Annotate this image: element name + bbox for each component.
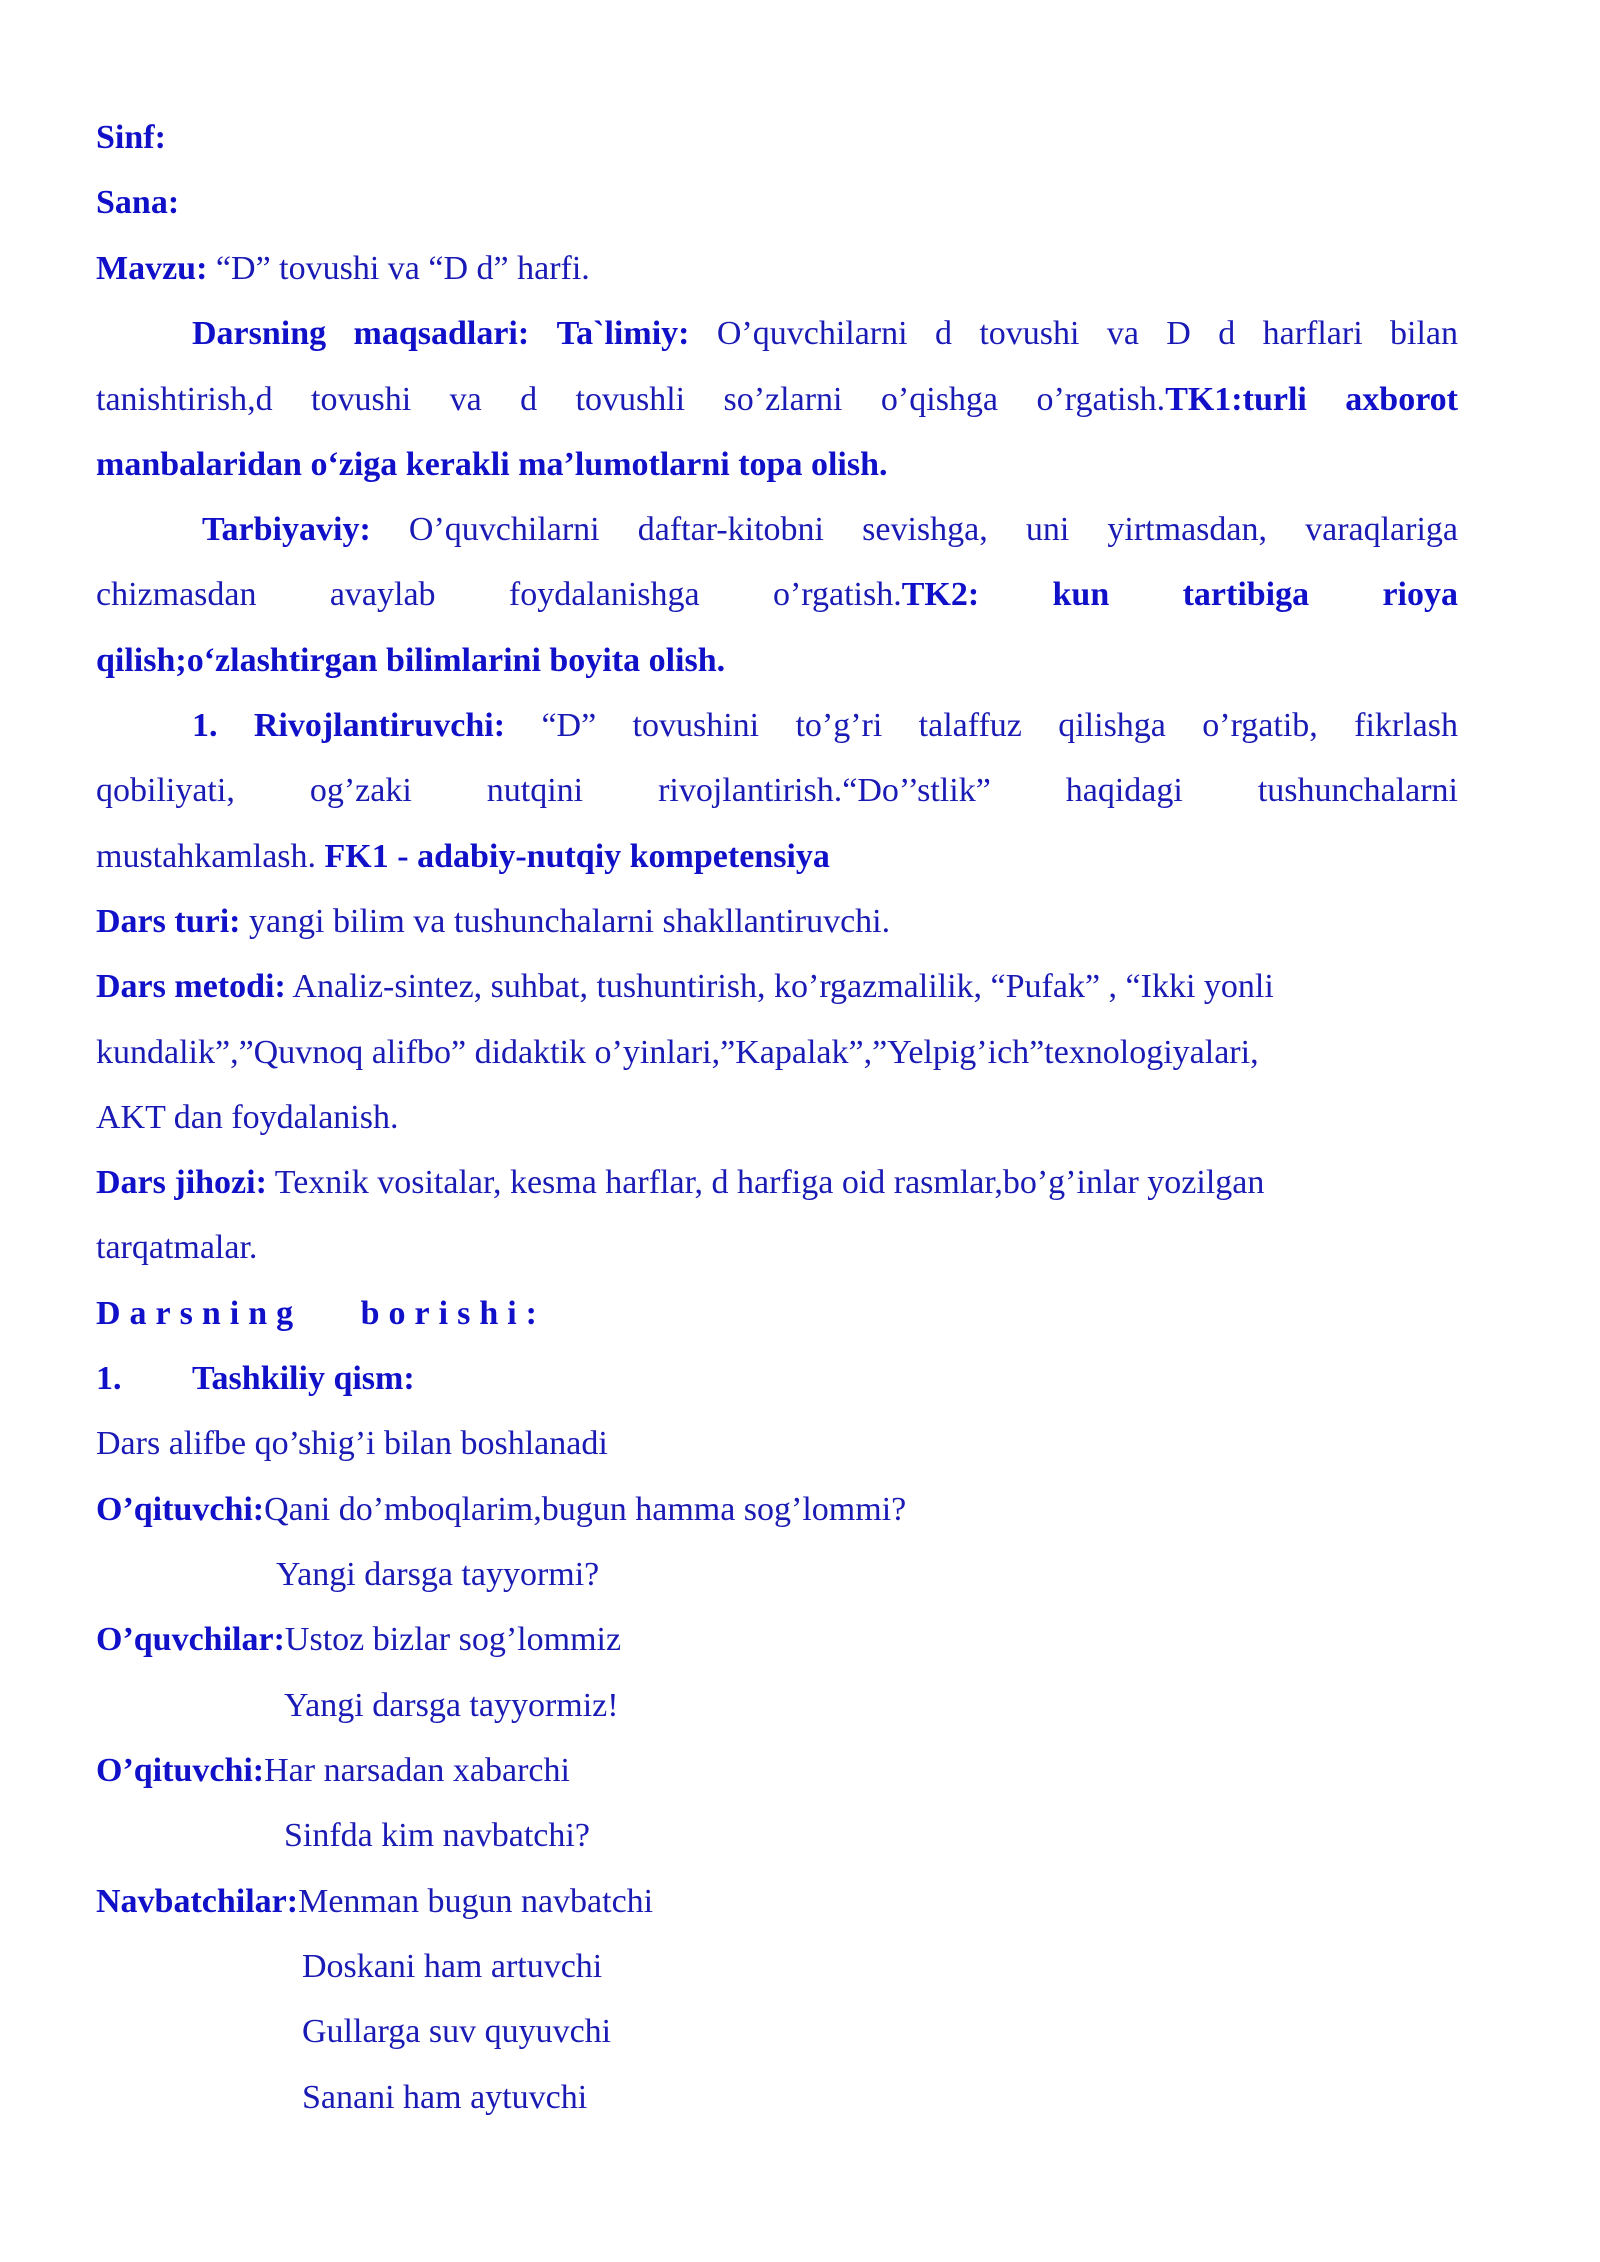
dars-metodi-line-3: [96, 1098, 1458, 1138]
dialogue-line: [96, 1490, 1458, 1530]
goals-line-1: [192, 314, 1458, 354]
speaker-label: Navbatchilar:: [96, 1883, 299, 1920]
sinf-line: [96, 118, 1458, 158]
rivoj-line-3: [96, 837, 1458, 877]
dars-metodi-line-2: [96, 1033, 1458, 1073]
tarbiyaviy-line-1: [202, 510, 1458, 550]
mavzu-text: “D” tovushi va “D d” harfi.: [207, 250, 590, 287]
tarbiyaviy-text-1: O’quvchilarni daftar-kitobni sevishga, uni yirtmasdan, varaqlariga: [408, 511, 1459, 548]
speaker-label: O’quvchilar:: [96, 1621, 285, 1658]
rivoj-text-3: mustahkamlash.: [96, 838, 317, 875]
dialogue-line: [96, 1620, 1458, 1660]
dialogue-line: [284, 1816, 1600, 1856]
speech-text: Yangi darsga tayyormi?: [276, 1556, 600, 1593]
tk2-text-1: TK2: kun tartibiga rioya: [901, 576, 1459, 613]
speech-text: Sinfda kim navbatchi?: [284, 1817, 590, 1854]
speaker-label: O’qituvchi:: [96, 1752, 265, 1789]
rivoj-line-1: [192, 706, 1458, 746]
dars-metodi-label: Dars metodi:: [96, 968, 286, 1005]
speaker-label: O’qituvchi:: [96, 1491, 265, 1528]
dars-metodi-text-3: AKT dan foydalanish.: [96, 1099, 399, 1136]
tk2-text-2: qilish;o‘zlashtirgan bilimlarini boyita olish.: [96, 642, 726, 679]
dars-jihozi-text-1: Texnik vositalar, kesma harflar, d harfiga oid rasmlar,bo’g’inlar yozilgan: [266, 1164, 1265, 1201]
dars-metodi-text-1: Analiz-sintez, suhbat, tushuntirish, ko’rgazmalilik, “Pufak” , “Ikki yonli: [285, 968, 1274, 1005]
dars-jihozi-text-2: tarqatmalar.: [96, 1229, 258, 1266]
fk1-text: FK1 - adabiy-nutqiy kompetensiya: [324, 838, 830, 875]
dialogue-line: [302, 1947, 1600, 1987]
speech-text: Yangi darsga tayyormiz!: [284, 1687, 619, 1724]
intro-line: [96, 1424, 1458, 1464]
tarbiyaviy-text-2: chizmasdan avaylab foydalanishga o’rgatish.: [96, 576, 902, 613]
rivoj-text-2: qobiliyati, og’zaki nutqini rivojlantirish.“Do’’stlik” haqidagi tushunchalarni: [96, 772, 1458, 809]
tk1-text-1: TK1:turli axborot: [1165, 381, 1458, 418]
goals-line-3: [96, 445, 1458, 485]
dialogue-line: [276, 1555, 1600, 1595]
tarbiyaviy-line-3: [96, 641, 1458, 681]
speech-text: Doskani ham artuvchi: [302, 1948, 603, 1985]
speech-text: Ustoz bizlar sog’lommiz: [284, 1621, 622, 1658]
dars-jihozi-line-1: [96, 1163, 1458, 1203]
talimiy-text-1: O’quvchilarni d tovushi va D d harflari bilan: [716, 315, 1459, 352]
rivoj-label: 1. Rivojlantiruvchi:: [192, 707, 506, 744]
dars-turi-label: Dars turi:: [96, 903, 241, 940]
mavzu-label: Mavzu:: [96, 250, 208, 287]
speech-text: Menman bugun navbatchi: [298, 1883, 654, 1920]
goals-line-2: [96, 380, 1458, 420]
tarbiyaviy-label: Tarbiyaviy:: [202, 511, 371, 548]
dialogue-line: [302, 2078, 1600, 2118]
dars-jihozi-label: Dars jihozi:: [96, 1164, 267, 1201]
borishi-heading: [96, 1294, 1458, 1334]
sinf-label: Sinf:: [96, 119, 166, 156]
talimiy-label: Ta`limiy:: [556, 315, 690, 352]
dialogue-line: [96, 1882, 1458, 1922]
dars-jihozi-line-2: [96, 1228, 1458, 1268]
tarbiyaviy-line-2: [96, 575, 1458, 615]
dialogue-line: [284, 1686, 1600, 1726]
dialogue-line: [96, 1751, 1458, 1791]
borishi-title-a: Darsning: [96, 1295, 303, 1332]
dars-turi-text: yangi bilim va tushunchalarni shakllantiruvchi.: [240, 903, 891, 940]
sana-line: [96, 183, 1458, 223]
talimiy-text-2: tanishtirish,d tovushi va d tovushli so’zlarni o’qishga o’rgatish.: [96, 381, 1166, 418]
intro-text: Dars alifbe qo’shig’i bilan boshlanadi: [96, 1425, 608, 1462]
step-title: Tashkiliy qism:: [192, 1360, 415, 1397]
rivoj-text-1: “D” tovushini to’g’ri talaffuz qilishga o’rgatib, fikrlash: [541, 707, 1458, 744]
tk1-text-2: manbalaridan o‘ziga kerakli ma’lumotlarni topa olish.: [96, 446, 888, 483]
goals-title: Darsning maqsadlari:: [192, 315, 530, 352]
speech-text: Sanani ham aytuvchi: [302, 2079, 588, 2116]
sana-label: Sana:: [96, 184, 180, 221]
step-number: 1.: [96, 1360, 122, 1397]
dialogue-line: [302, 2012, 1600, 2052]
rivoj-line-2: [96, 771, 1458, 811]
dars-turi-line: [96, 902, 1458, 942]
dars-metodi-line-1: [96, 967, 1458, 1007]
dars-metodi-text-2: kundalik”,”Quvnoq alifbo” didaktik o’yinlari,”Kapalak”,”Yelpig’ich”texnologiyalari,: [96, 1034, 1259, 1071]
speech-text: Gullarga suv quyuvchi: [302, 2013, 612, 2050]
speech-text: Har narsadan xabarchi: [264, 1752, 570, 1789]
borishi-title-b: borishi:: [360, 1295, 546, 1332]
tashkiliy-line: [96, 1359, 1458, 1399]
speech-text: Qani do’mboqlarim,bugun hamma sog’lommi?: [264, 1491, 907, 1528]
mavzu-line: [96, 249, 1458, 289]
